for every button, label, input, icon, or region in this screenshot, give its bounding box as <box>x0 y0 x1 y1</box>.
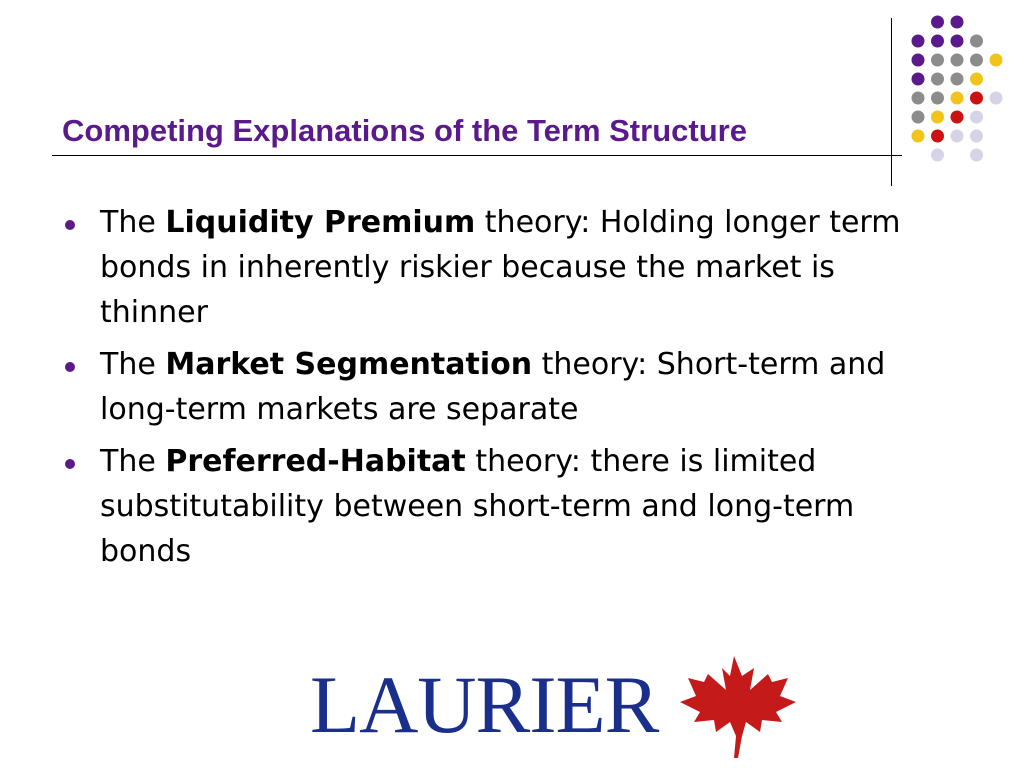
decorative-dot <box>951 16 964 29</box>
decorative-dot <box>931 73 944 86</box>
decorative-dot <box>912 35 925 48</box>
bullet-list <box>62 200 922 581</box>
decorative-dot <box>970 111 983 124</box>
bullet-suffix: theory: there is limited substitutability between short-term and long-term bonds <box>100 444 855 569</box>
decorative-dot <box>912 130 925 143</box>
bullet-text <box>100 444 854 569</box>
bullet-item-market-segmentation <box>62 342 922 432</box>
decorative-dot <box>931 35 944 48</box>
decorative-dot <box>990 92 1003 105</box>
decorative-dot <box>931 16 944 29</box>
laurier-logo <box>300 652 820 762</box>
bullet-item-liquidity-premium <box>62 200 922 335</box>
decorative-dot <box>970 54 983 67</box>
bullet-suffix: theory: Short-term and long-term markets are separate <box>100 347 886 427</box>
decorative-dot <box>931 111 944 124</box>
decorative-dot <box>912 73 925 86</box>
decorative-dot <box>951 73 964 86</box>
logo-wordmark: LAURIER <box>310 659 659 750</box>
decorative-dot <box>912 54 925 67</box>
bullet-term: Liquidity Premium <box>165 205 476 240</box>
decorative-dot <box>931 130 944 143</box>
decorative-dot <box>912 92 925 105</box>
decorative-dot <box>970 130 983 143</box>
bullet-prefix: The <box>100 205 166 240</box>
decorative-dot <box>970 92 983 105</box>
vertical-divider <box>891 18 892 186</box>
maple-leaf-icon <box>672 652 802 762</box>
slide-title: Competing Explanations of the Term Structure <box>62 113 747 148</box>
bullet-prefix: The <box>100 347 166 382</box>
decorative-dot <box>990 54 1003 67</box>
decorative-dot <box>931 92 944 105</box>
bullet-item-preferred-habitat <box>62 439 922 574</box>
decorative-dot <box>931 149 944 162</box>
decorative-dot <box>951 35 964 48</box>
decorative-dot <box>931 54 944 67</box>
title-underline <box>52 155 902 156</box>
decorative-dot <box>912 111 925 124</box>
decorative-dot <box>951 54 964 67</box>
bullet-dot-icon <box>65 362 75 372</box>
decorative-dot <box>970 73 983 86</box>
decorative-dot <box>951 130 964 143</box>
decorative-dot-grid <box>0 0 1024 200</box>
decorative-dot <box>951 92 964 105</box>
bullet-term: Market Segmentation <box>165 347 533 382</box>
bullet-term: Preferred-Habitat <box>165 444 466 479</box>
decorative-dot <box>970 35 983 48</box>
bullet-text <box>100 205 900 330</box>
decorative-dot <box>970 149 983 162</box>
bullet-text <box>100 347 885 427</box>
bullet-prefix: The <box>100 444 166 479</box>
bullet-suffix: theory: Holding longer term bonds in inherently riskier because the market is thinner <box>100 205 901 330</box>
bullet-dot-icon <box>65 220 75 230</box>
bullet-dot-icon <box>65 459 75 469</box>
decorative-dot <box>951 111 964 124</box>
